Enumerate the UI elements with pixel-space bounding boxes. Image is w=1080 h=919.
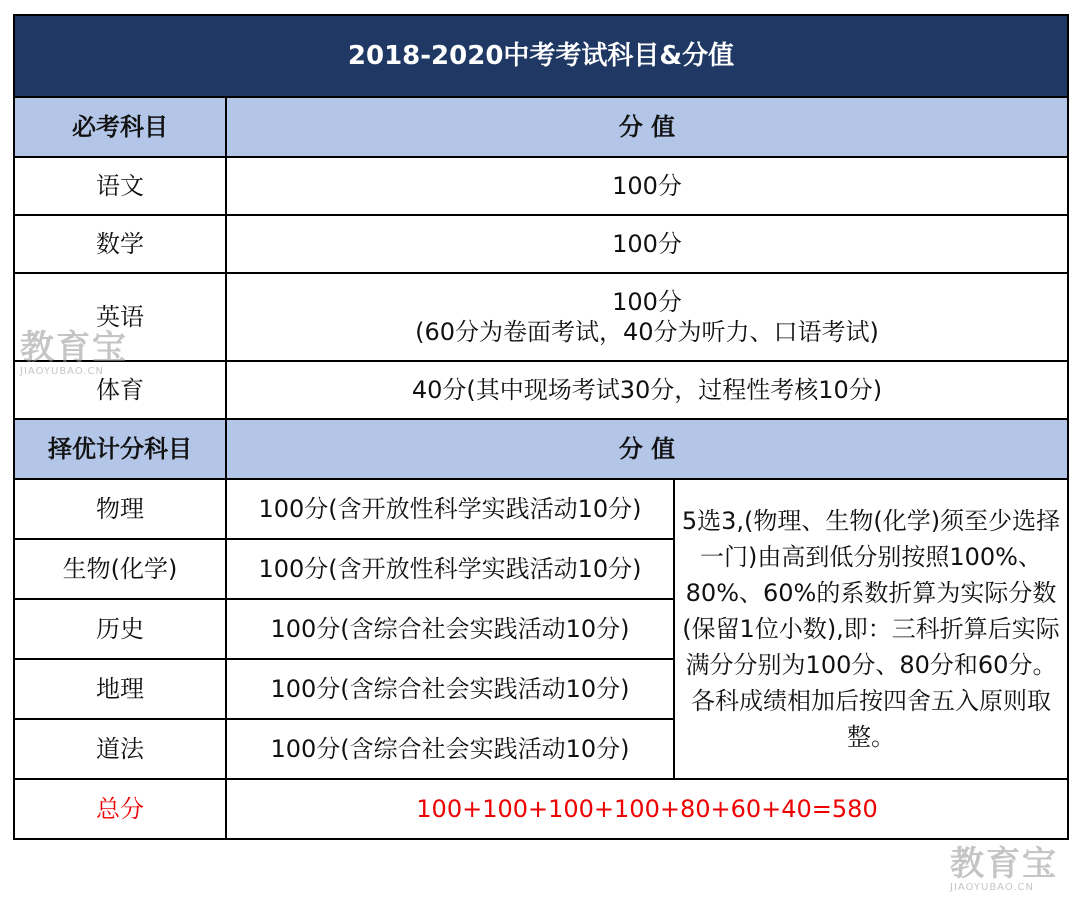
table-row bbox=[14, 157, 1068, 215]
subject-cell: 语文 bbox=[14, 157, 226, 215]
score-value: 100分 bbox=[612, 288, 682, 316]
subject-cell: 历史 bbox=[14, 599, 226, 659]
total-row bbox=[14, 779, 1068, 839]
required-subject-header: 必考科目 bbox=[14, 97, 226, 157]
watermark-text: 教育宝 bbox=[20, 328, 128, 368]
subject-cell: 道法 bbox=[14, 719, 226, 779]
required-score-header: 分 值 bbox=[226, 97, 1068, 157]
elective-subject-header: 择优计分科目 bbox=[14, 419, 226, 479]
watermark-logo bbox=[20, 330, 128, 377]
score-cell: 100分(含综合社会实践活动10分) bbox=[226, 659, 674, 719]
total-label: 总分 bbox=[14, 779, 226, 839]
watermark-logo bbox=[950, 846, 1058, 893]
score-cell: 100分(含综合社会实践活动10分) bbox=[226, 599, 674, 659]
elective-score-header: 分 值 bbox=[226, 419, 1068, 479]
subject-cell: 地理 bbox=[14, 659, 226, 719]
subject-cell: 英语 bbox=[14, 273, 226, 361]
elective-rule-note: 5选3,(物理、生物(化学)须至少选择一门)由高到低分别按照100%、80%、60%的系数折算为实际分数(保留1位小数),即：三科折算后实际满分分别为100分、80分和60分。各科成绩相加后按四舍五入原则取整。 bbox=[674, 479, 1068, 779]
score-cell: 100分 bbox=[226, 215, 1068, 273]
score-cell: 40分(其中现场考试30分，过程性考核10分) bbox=[226, 361, 1068, 419]
total-value: 100+100+100+100+80+60+40=580 bbox=[226, 779, 1068, 839]
score-cell: 100分(含开放性科学实践活动10分) bbox=[226, 539, 674, 599]
watermark-domain: JIAOYUBAO.CN bbox=[950, 882, 1034, 893]
table-row bbox=[14, 215, 1068, 273]
exam-score-table bbox=[13, 14, 1069, 840]
subject-cell: 体育 bbox=[14, 361, 226, 419]
subject-cell: 数学 bbox=[14, 215, 226, 273]
score-cell bbox=[226, 273, 1068, 361]
score-cell: 100分 bbox=[226, 157, 1068, 215]
table-row bbox=[14, 273, 1068, 361]
score-cell: 100分(含开放性科学实践活动10分) bbox=[226, 479, 674, 539]
watermark-text: 教育宝 bbox=[950, 844, 1058, 884]
table-row bbox=[14, 479, 1068, 539]
score-cell: 100分(含综合社会实践活动10分) bbox=[226, 719, 674, 779]
score-note: (60分为卷面考试，40分为听力、口语考试) bbox=[415, 318, 879, 346]
subject-cell: 生物(化学) bbox=[14, 539, 226, 599]
subject-cell: 物理 bbox=[14, 479, 226, 539]
table-title: 2018-2020中考考试科目&分值 bbox=[14, 15, 1068, 97]
watermark-domain: JIAOYUBAO.CN bbox=[20, 366, 104, 377]
table-row bbox=[14, 361, 1068, 419]
